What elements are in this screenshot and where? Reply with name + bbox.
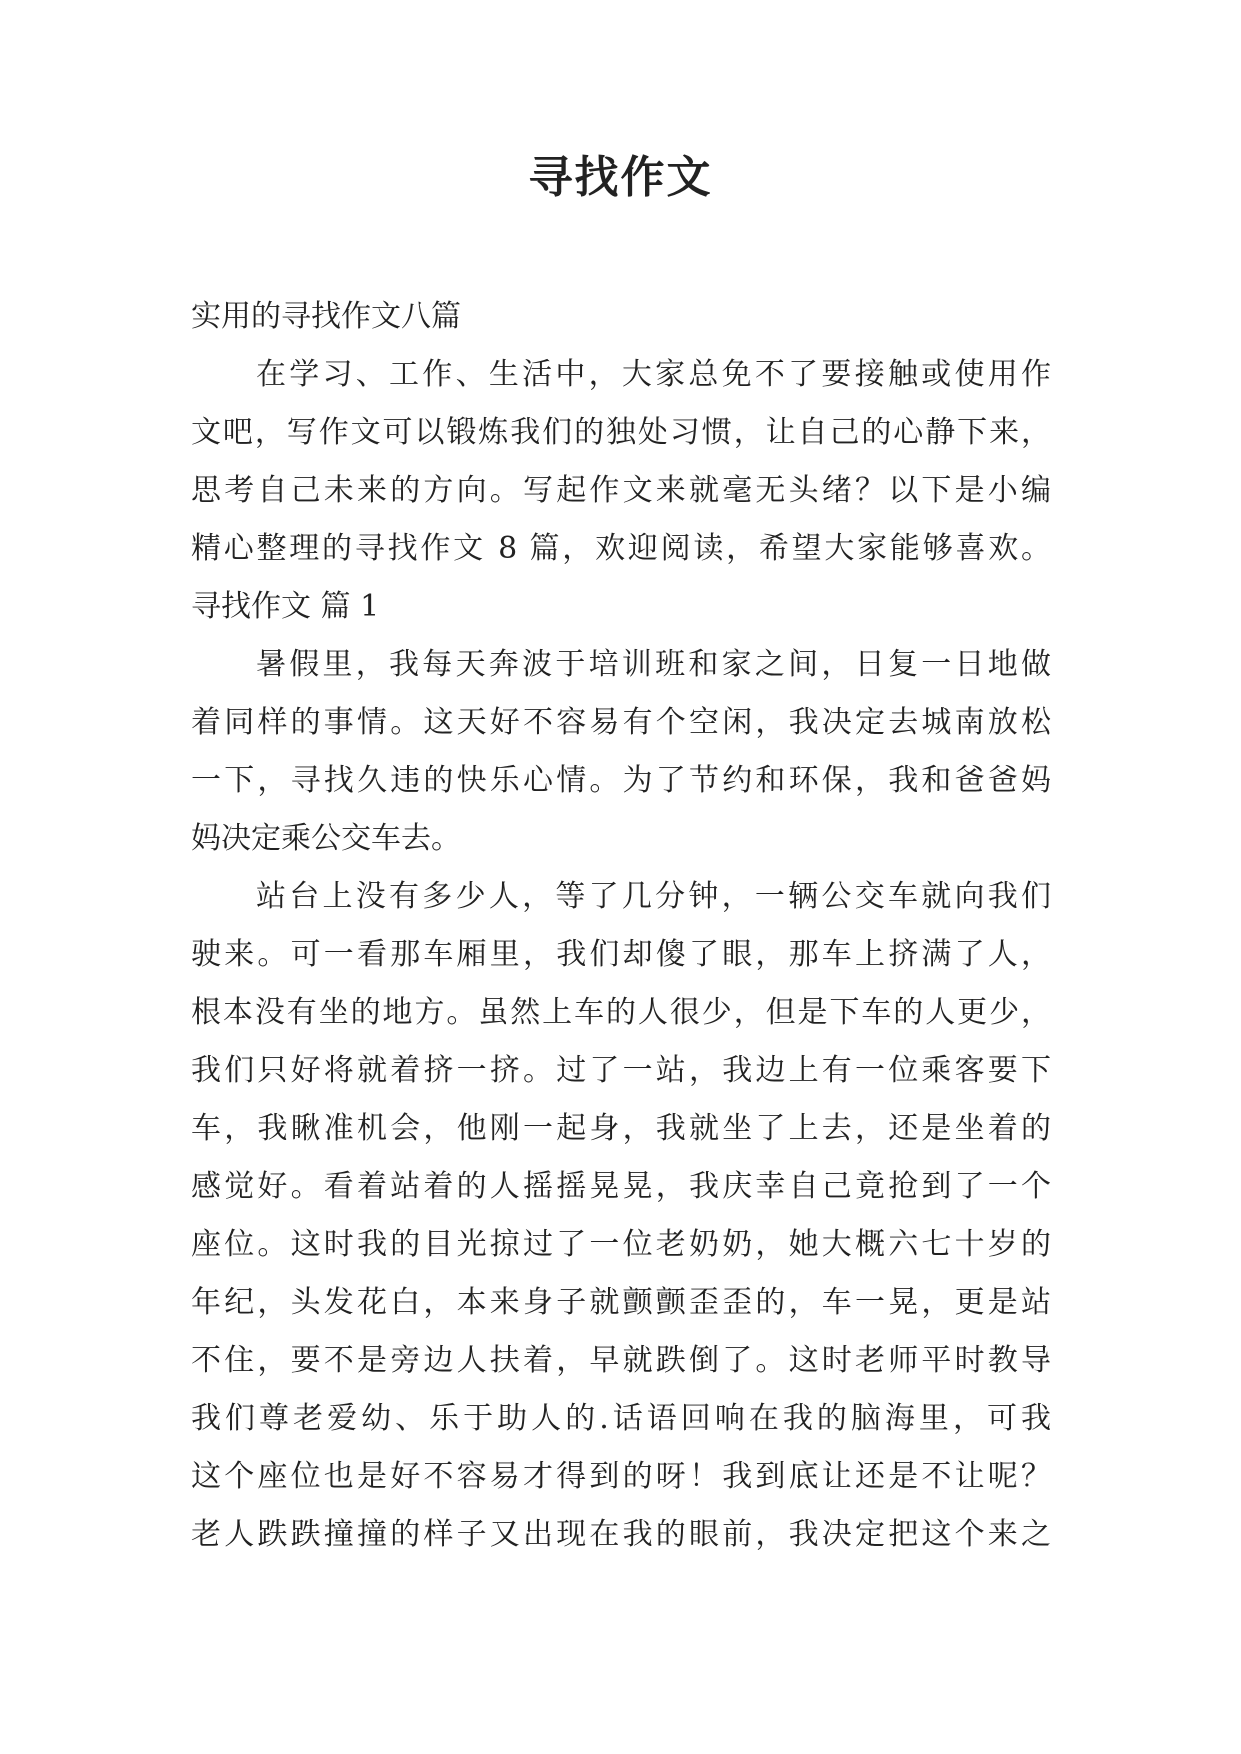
section-heading: 寻找作文 篇 1 [191,589,380,624]
text-line: 实用的寻找作文八篇 [191,299,461,334]
text-line: 精心整理的寻找作文 8 篇，欢迎阅读，希望大家能够喜欢。 [191,531,1051,566]
text-line: 着同样的事情。这天好不容易有个空闲，我决定去城南放松 [191,705,1051,740]
text-line: 驶来。可一看那车厢里，我们却傻了眼，那车上挤满了人， [191,937,1051,972]
text-line: 妈决定乘公交车去。 [191,821,461,856]
text-line: 思考自己未来的方向。写起作文来就毫无头绪？以下是小编 [191,473,1051,508]
text-line: 文吧，写作文可以锻炼我们的独处习惯，让自己的心静下来， [191,415,1051,450]
document-body [191,288,1051,1564]
text-line: 我们尊老爱幼、乐于助人的.话语回响在我的脑海里，可我 [191,1401,1051,1436]
text-line: 根本没有坐的地方。虽然上车的人很少，但是下车的人更少， [191,995,1051,1030]
text-line: 老人跌跌撞撞的样子又出现在我的眼前，我决定把这个来之 [191,1517,1051,1552]
text-line: 在学习、工作、生活中，大家总免不了要接触或使用作 [256,357,1051,392]
text-line: 感觉好。看着站着的人摇摇晃晃，我庆幸自己竟抢到了一个 [191,1169,1051,1204]
text-line: 一下，寻找久违的快乐心情。为了节约和环保，我和爸爸妈 [191,763,1051,798]
text-line: 年纪，头发花白，本来身子就颤颤歪歪的，车一晃，更是站 [191,1285,1051,1320]
text-line: 站台上没有多少人，等了几分钟，一辆公交车就向我们 [256,879,1051,914]
text-line: 这个座位也是好不容易才得到的呀！我到底让还是不让呢？ [191,1459,1051,1494]
text-line: 车，我瞅准机会，他刚一起身，我就坐了上去，还是坐着的 [191,1111,1051,1146]
text-line: 我们只好将就着挤一挤。过了一站，我边上有一位乘客要下 [191,1053,1051,1088]
text-line: 座位。这时我的目光掠过了一位老奶奶，她大概六七十岁的 [191,1227,1051,1262]
text-line: 不住，要不是旁边人扶着，早就跌倒了。这时老师平时教导 [191,1343,1051,1378]
text-line: 暑假里，我每天奔波于培训班和家之间，日复一日地做 [256,647,1051,682]
document-title: 寻找作文 [528,152,713,203]
